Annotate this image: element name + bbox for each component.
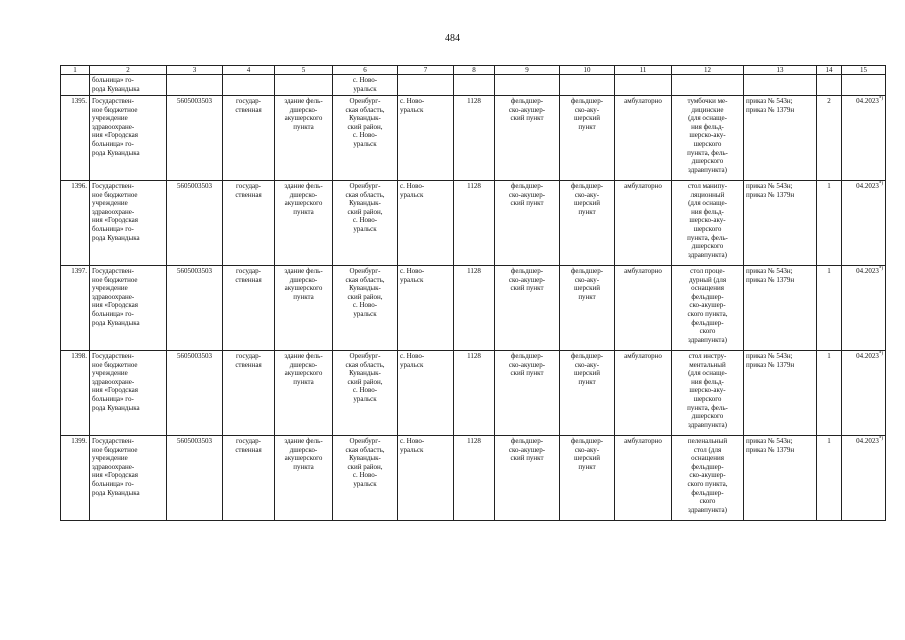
address-cell: Оренбург- ская область, Кувандык- ский район, с. Ново- уральск bbox=[333, 181, 398, 266]
column-number: 13 bbox=[744, 66, 817, 75]
column-number: 6 bbox=[333, 66, 398, 75]
column-number: 12 bbox=[672, 66, 744, 75]
column-number: 8 bbox=[454, 66, 495, 75]
date-cell bbox=[842, 181, 886, 266]
locality-cell: с. Ново- уральск bbox=[398, 181, 454, 266]
order-cell: приказ № 543н; приказ № 1379н bbox=[744, 266, 817, 351]
code-cell: 5605003503 bbox=[167, 96, 223, 181]
organization-cell: Государствен- ное бюджетное учреждение здравоохране- ния «Городская больница» го- рода Кувандыка bbox=[90, 436, 167, 521]
column-number: 3 bbox=[167, 66, 223, 75]
table-cell bbox=[61, 75, 90, 96]
table-row bbox=[61, 96, 886, 181]
row-number-cell: 1395. bbox=[61, 96, 90, 181]
order-cell: приказ № 543н; приказ № 1379н bbox=[744, 96, 817, 181]
date-text: 04.2023 bbox=[856, 182, 879, 190]
building-cell: здание фель- дшерско- акушерского пункта bbox=[275, 436, 333, 521]
quantity-cell: 1 bbox=[817, 436, 842, 521]
table-row bbox=[61, 436, 886, 521]
table-cell bbox=[275, 75, 333, 96]
locality-cell: с. Ново- уральск bbox=[398, 96, 454, 181]
order-cell: приказ № 543н; приказ № 1379н bbox=[744, 351, 817, 436]
date-text: 04.2023 bbox=[856, 437, 879, 445]
locality-cell: с. Ново- уральск bbox=[398, 266, 454, 351]
organization-cell: Государствен- ное бюджетное учреждение здравоохране- ния «Городская больница» го- рода Кувандыка bbox=[90, 266, 167, 351]
order-cell: приказ № 543н; приказ № 1379н bbox=[744, 181, 817, 266]
care-type-cell: амбулаторно bbox=[615, 266, 672, 351]
unit-cell: фельдшер- ско-акушер- ский пункт bbox=[495, 436, 560, 521]
table-row bbox=[61, 351, 886, 436]
unit-cell: фельдшер- ско-акушер- ский пункт bbox=[495, 266, 560, 351]
locality-cell: с. Ново- уральск bbox=[398, 351, 454, 436]
table-cell bbox=[672, 75, 744, 96]
column-number: 9 bbox=[495, 66, 560, 75]
table-cell bbox=[615, 75, 672, 96]
page-number: 484 bbox=[445, 33, 460, 44]
footnote-mark: *) bbox=[878, 96, 883, 102]
unit-cell: фельдшер- ско-аку- шерский пункт bbox=[560, 351, 615, 436]
ownership-cell: государ- ственная bbox=[223, 436, 275, 521]
column-number: 10 bbox=[560, 66, 615, 75]
row-number-cell: 1399. bbox=[61, 436, 90, 521]
ownership-cell: государ- ственная bbox=[223, 181, 275, 266]
equipment-cell: стол манипу- ляционный (для оснаще- ния фельд- шерско-аку- шерского пункта, фель- дшерского здравпункта) bbox=[672, 181, 744, 266]
footnote-mark: *) bbox=[878, 436, 883, 442]
number-cell: 1128 bbox=[454, 181, 495, 266]
footnote-mark: *) bbox=[878, 181, 883, 187]
table-cell bbox=[495, 75, 560, 96]
ownership-cell: государ- ственная bbox=[223, 266, 275, 351]
date-cell bbox=[842, 351, 886, 436]
table-cell bbox=[842, 75, 886, 96]
quantity-cell: 1 bbox=[817, 181, 842, 266]
care-type-cell: амбулаторно bbox=[615, 436, 672, 521]
column-number: 7 bbox=[398, 66, 454, 75]
number-cell: 1128 bbox=[454, 96, 495, 181]
address-cell: Оренбург- ская область, Кувандык- ский район, с. Ново- уральск bbox=[333, 351, 398, 436]
register-table bbox=[60, 65, 886, 521]
date-cell bbox=[842, 266, 886, 351]
organization-cell: больница» го- рода Кувандыка bbox=[90, 75, 167, 96]
equipment-cell: тумбочки ме- дицинские (для оснаще- ния фельд- шерско-аку- шерского пункта, фель- дшерского здравпункта) bbox=[672, 96, 744, 181]
code-cell: 5605003503 bbox=[167, 436, 223, 521]
column-number: 4 bbox=[223, 66, 275, 75]
table-cell bbox=[223, 75, 275, 96]
order-cell: приказ № 543н; приказ № 1379н bbox=[744, 436, 817, 521]
care-type-cell: амбулаторно bbox=[615, 96, 672, 181]
column-number: 1 bbox=[61, 66, 90, 75]
unit-cell: фельдшер- ско-акушер- ский пункт bbox=[495, 351, 560, 436]
unit-cell: фельдшер- ско-акушер- ский пункт bbox=[495, 181, 560, 266]
table-cell bbox=[560, 75, 615, 96]
footnote-mark: *) bbox=[878, 351, 883, 357]
address-cell: Оренбург- ская область, Кувандык- ский район, с. Ново- уральск bbox=[333, 266, 398, 351]
code-cell: 5605003503 bbox=[167, 266, 223, 351]
organization-cell: Государствен- ное бюджетное учреждение здравоохране- ния «Городская больница» го- рода Кувандыка bbox=[90, 351, 167, 436]
table-cell bbox=[167, 75, 223, 96]
column-number: 15 bbox=[842, 66, 886, 75]
table-cell bbox=[817, 75, 842, 96]
unit-cell: фельдшер- ско-акушер- ский пункт bbox=[495, 96, 560, 181]
care-type-cell: амбулаторно bbox=[615, 181, 672, 266]
table-cell bbox=[398, 75, 454, 96]
register-body bbox=[61, 66, 886, 521]
date-text: 04.2023 bbox=[856, 267, 879, 275]
date-text: 04.2023 bbox=[856, 352, 879, 360]
equipment-cell: пеленальный стол (для оснащения фельдшер- ско-акушер- ского пункта, фельдшер- ского здравпункта) bbox=[672, 436, 744, 521]
column-number-row bbox=[61, 66, 886, 75]
unit-cell: фельдшер- ско-аку- шерский пункт bbox=[560, 436, 615, 521]
table-row bbox=[61, 181, 886, 266]
ownership-cell: государ- ственная bbox=[223, 351, 275, 436]
equipment-cell: стол инстру- ментальный (для оснаще- ния фельд- шерско-аку- шерского пункта, фель- дшерского здравпункта) bbox=[672, 351, 744, 436]
number-cell: 1128 bbox=[454, 351, 495, 436]
code-cell: 5605003503 bbox=[167, 181, 223, 266]
unit-cell: фельдшер- ско-аку- шерский пункт bbox=[560, 266, 615, 351]
date-text: 04.2023 bbox=[856, 97, 879, 105]
organization-cell: Государствен- ное бюджетное учреждение здравоохране- ния «Городская больница» го- рода Кувандыка bbox=[90, 181, 167, 266]
quantity-cell: 1 bbox=[817, 351, 842, 436]
date-cell bbox=[842, 96, 886, 181]
locality-cell: с. Ново- уральск bbox=[398, 436, 454, 521]
row-number-cell: 1396. bbox=[61, 181, 90, 266]
continuation-row bbox=[61, 75, 886, 96]
address-cell: Оренбург- ская область, Кувандык- ский район, с. Ново- уральск bbox=[333, 436, 398, 521]
column-number: 11 bbox=[615, 66, 672, 75]
equipment-cell: стол проце- дурный (для оснащения фельдшер- ско-акушер- ского пункта, фельдшер- ского здравпункта) bbox=[672, 266, 744, 351]
quantity-cell: 2 bbox=[817, 96, 842, 181]
building-cell: здание фель- дшерско- акушерского пункта bbox=[275, 181, 333, 266]
column-number: 14 bbox=[817, 66, 842, 75]
address-cell: Оренбург- ская область, Кувандык- ский район, с. Ново- уральск bbox=[333, 96, 398, 181]
footnote-mark: *) bbox=[878, 266, 883, 272]
unit-cell: фельдшер- ско-аку- шерский пункт bbox=[560, 96, 615, 181]
building-cell: здание фель- дшерско- акушерского пункта bbox=[275, 96, 333, 181]
row-number-cell: 1398. bbox=[61, 351, 90, 436]
ownership-cell: государ- ственная bbox=[223, 96, 275, 181]
code-cell: 5605003503 bbox=[167, 351, 223, 436]
table-cell bbox=[454, 75, 495, 96]
table-cell bbox=[744, 75, 817, 96]
number-cell: 1128 bbox=[454, 266, 495, 351]
care-type-cell: амбулаторно bbox=[615, 351, 672, 436]
number-cell: 1128 bbox=[454, 436, 495, 521]
date-cell bbox=[842, 436, 886, 521]
column-number: 2 bbox=[90, 66, 167, 75]
building-cell: здание фель- дшерско- акушерского пункта bbox=[275, 351, 333, 436]
address-cell: с. Ново- уральск bbox=[333, 75, 398, 96]
table-row bbox=[61, 266, 886, 351]
column-number: 5 bbox=[275, 66, 333, 75]
organization-cell: Государствен- ное бюджетное учреждение здравоохране- ния «Городская больница» го- рода Кувандыка bbox=[90, 96, 167, 181]
building-cell: здание фель- дшерско- акушерского пункта bbox=[275, 266, 333, 351]
unit-cell: фельдшер- ско-аку- шерский пункт bbox=[560, 181, 615, 266]
quantity-cell: 1 bbox=[817, 266, 842, 351]
row-number-cell: 1397. bbox=[61, 266, 90, 351]
